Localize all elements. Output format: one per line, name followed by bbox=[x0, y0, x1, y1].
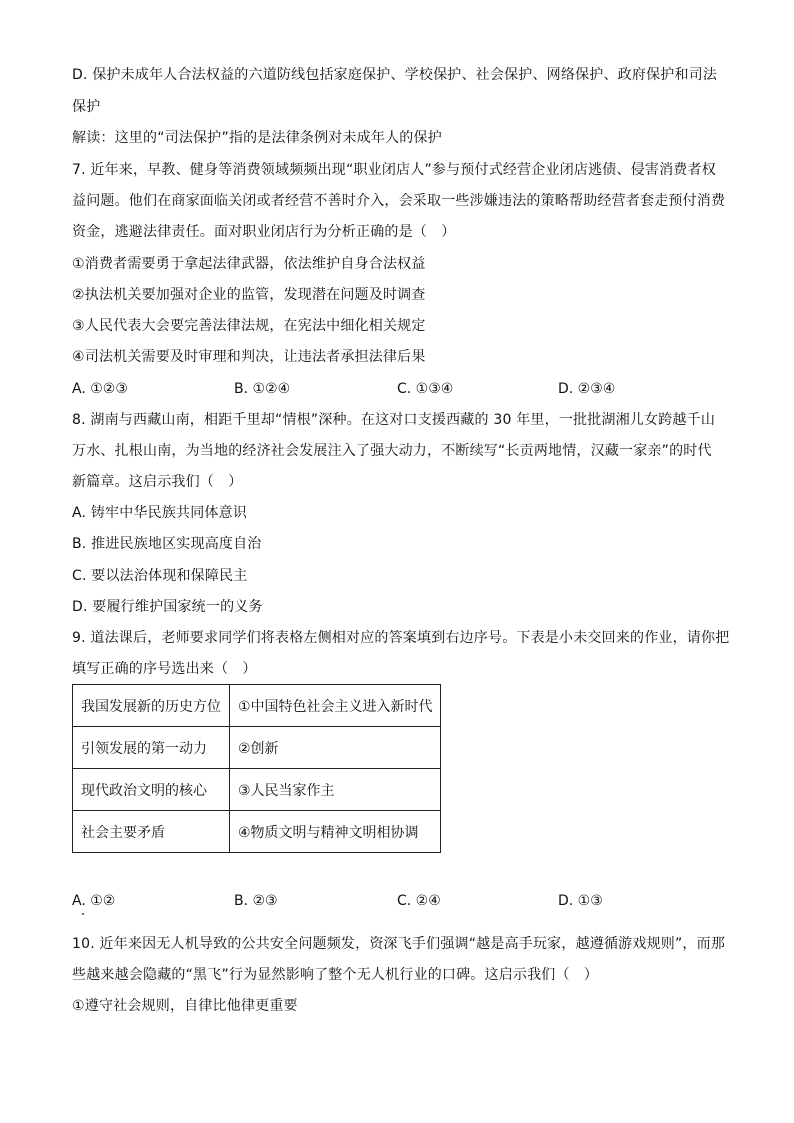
table-row bbox=[73, 727, 441, 769]
table-cell-answer: ①中国特色社会主义进入新时代 bbox=[230, 685, 441, 727]
q8-option-b: B. 推进民族地区实现高度自治 bbox=[72, 536, 262, 552]
table-cell-term: 现代政治文明的核心 bbox=[73, 769, 230, 811]
table-cell-term: 引领发展的第一动力 bbox=[73, 727, 230, 769]
q10-stem-line: 些越来越会隐藏的“黑飞”行为显然影响了整个无人机行业的口碑。这启示我们（ ） bbox=[72, 967, 599, 983]
q7-option-a: A. ①②③ bbox=[72, 381, 128, 397]
q7-options bbox=[72, 379, 724, 399]
q9-answer-table bbox=[72, 684, 441, 853]
q9-option-b: B. ②③ bbox=[234, 893, 278, 909]
q8-stem-line: 8. 湖南与西藏山南，相距千里却“情根”深种。在这对口支援西藏的 30 年里，一批批湖湘儿女跨越千山 bbox=[72, 412, 716, 428]
q10-stem-line: 10. 近年来因无人机导致的公共安全问题频发，资深飞手们强调“越是高手玩家，越遵循游戏规则”，而那 bbox=[72, 936, 726, 952]
q7-stem-line: 益问题。他们在商家面临关闭或者经营不善时介入，会采取一些涉嫌违法的策略帮助经营者套走预付消费 bbox=[72, 193, 726, 209]
q8-option-c: C. 要以法治体现和保障民主 bbox=[72, 568, 248, 584]
q7-statement: ③人民代表大会要完善法律法规，在宪法中细化相关规定 bbox=[72, 318, 426, 334]
q9-option-d: D. ①③ bbox=[558, 893, 603, 909]
table-row bbox=[73, 769, 441, 811]
q8-option-d: D. 要履行维护国家统一的义务 bbox=[72, 599, 263, 615]
q7-statement: ①消费者需要勇于拿起法律武器，依法维护自身合法权益 bbox=[72, 256, 426, 272]
table-row bbox=[73, 685, 441, 727]
table-cell-term: 社会主要矛盾 bbox=[73, 811, 230, 853]
q9-stem-line: 填写正确的序号选出来（ ） bbox=[72, 661, 257, 677]
table-cell-answer: ④物质文明与精神文明相协调 bbox=[230, 811, 441, 853]
q10-statement: ①遵守社会规则，自律比他律更重要 bbox=[72, 998, 298, 1014]
q7-option-b: B. ①②④ bbox=[234, 381, 291, 397]
q8-stem-line: 新篇章。这启示我们（ ） bbox=[72, 474, 243, 490]
q6-option-d-line1: D. 保护未成年人合法权益的六道防线包括家庭保护、学校保护、社会保护、网络保护、政府保护和司法 bbox=[72, 67, 718, 83]
q9-options bbox=[72, 891, 724, 911]
table-cell-answer: ③人民当家作主 bbox=[230, 769, 441, 811]
q9-option-c: C. ②④ bbox=[397, 893, 441, 909]
q7-stem-line: 7. 近年来，早教、健身等消费领域频频出现“职业闭店人”参与预付式经营企业闭店逃债、侵害消费者权 bbox=[72, 162, 716, 178]
q7-statement: ④司法机关需要及时审理和判决，让违法者承担法律后果 bbox=[72, 349, 426, 365]
q7-stem-line: 资金，逃避法律责任。面对职业闭店行为分析正确的是（ ） bbox=[72, 224, 456, 240]
q7-option-d: D. ②③④ bbox=[558, 381, 616, 397]
q6-explanation: 解读：这里的“司法保护”指的是法律条例对未成年人的保护 bbox=[72, 130, 442, 146]
table-row bbox=[73, 811, 441, 853]
q9-option-a: A. ①② bbox=[72, 893, 116, 909]
q6-option-d-line2: 保护 bbox=[72, 99, 101, 115]
q7-option-c: C. ①③④ bbox=[397, 381, 454, 397]
stray-dot bbox=[82, 913, 84, 915]
table-cell-term: 我国发展新的历史方位 bbox=[73, 685, 230, 727]
q9-stem-line: 9. 道法课后，老师要求同学们将表格左侧相对应的答案填到右边序号。下表是小未交回来的作业，请你把 bbox=[72, 630, 730, 646]
table-cell-answer: ②创新 bbox=[230, 727, 441, 769]
q8-stem-line: 万水、扎根山南，为当地的经济社会发展注入了强大动力，不断续写“长贡两地情，汉藏一家亲”的时代 bbox=[72, 443, 712, 459]
q7-statement: ②执法机关要加强对企业的监管，发现潜在问题及时调查 bbox=[72, 287, 426, 303]
q8-option-a: A. 铸牢中华民族共同体意识 bbox=[72, 505, 248, 521]
